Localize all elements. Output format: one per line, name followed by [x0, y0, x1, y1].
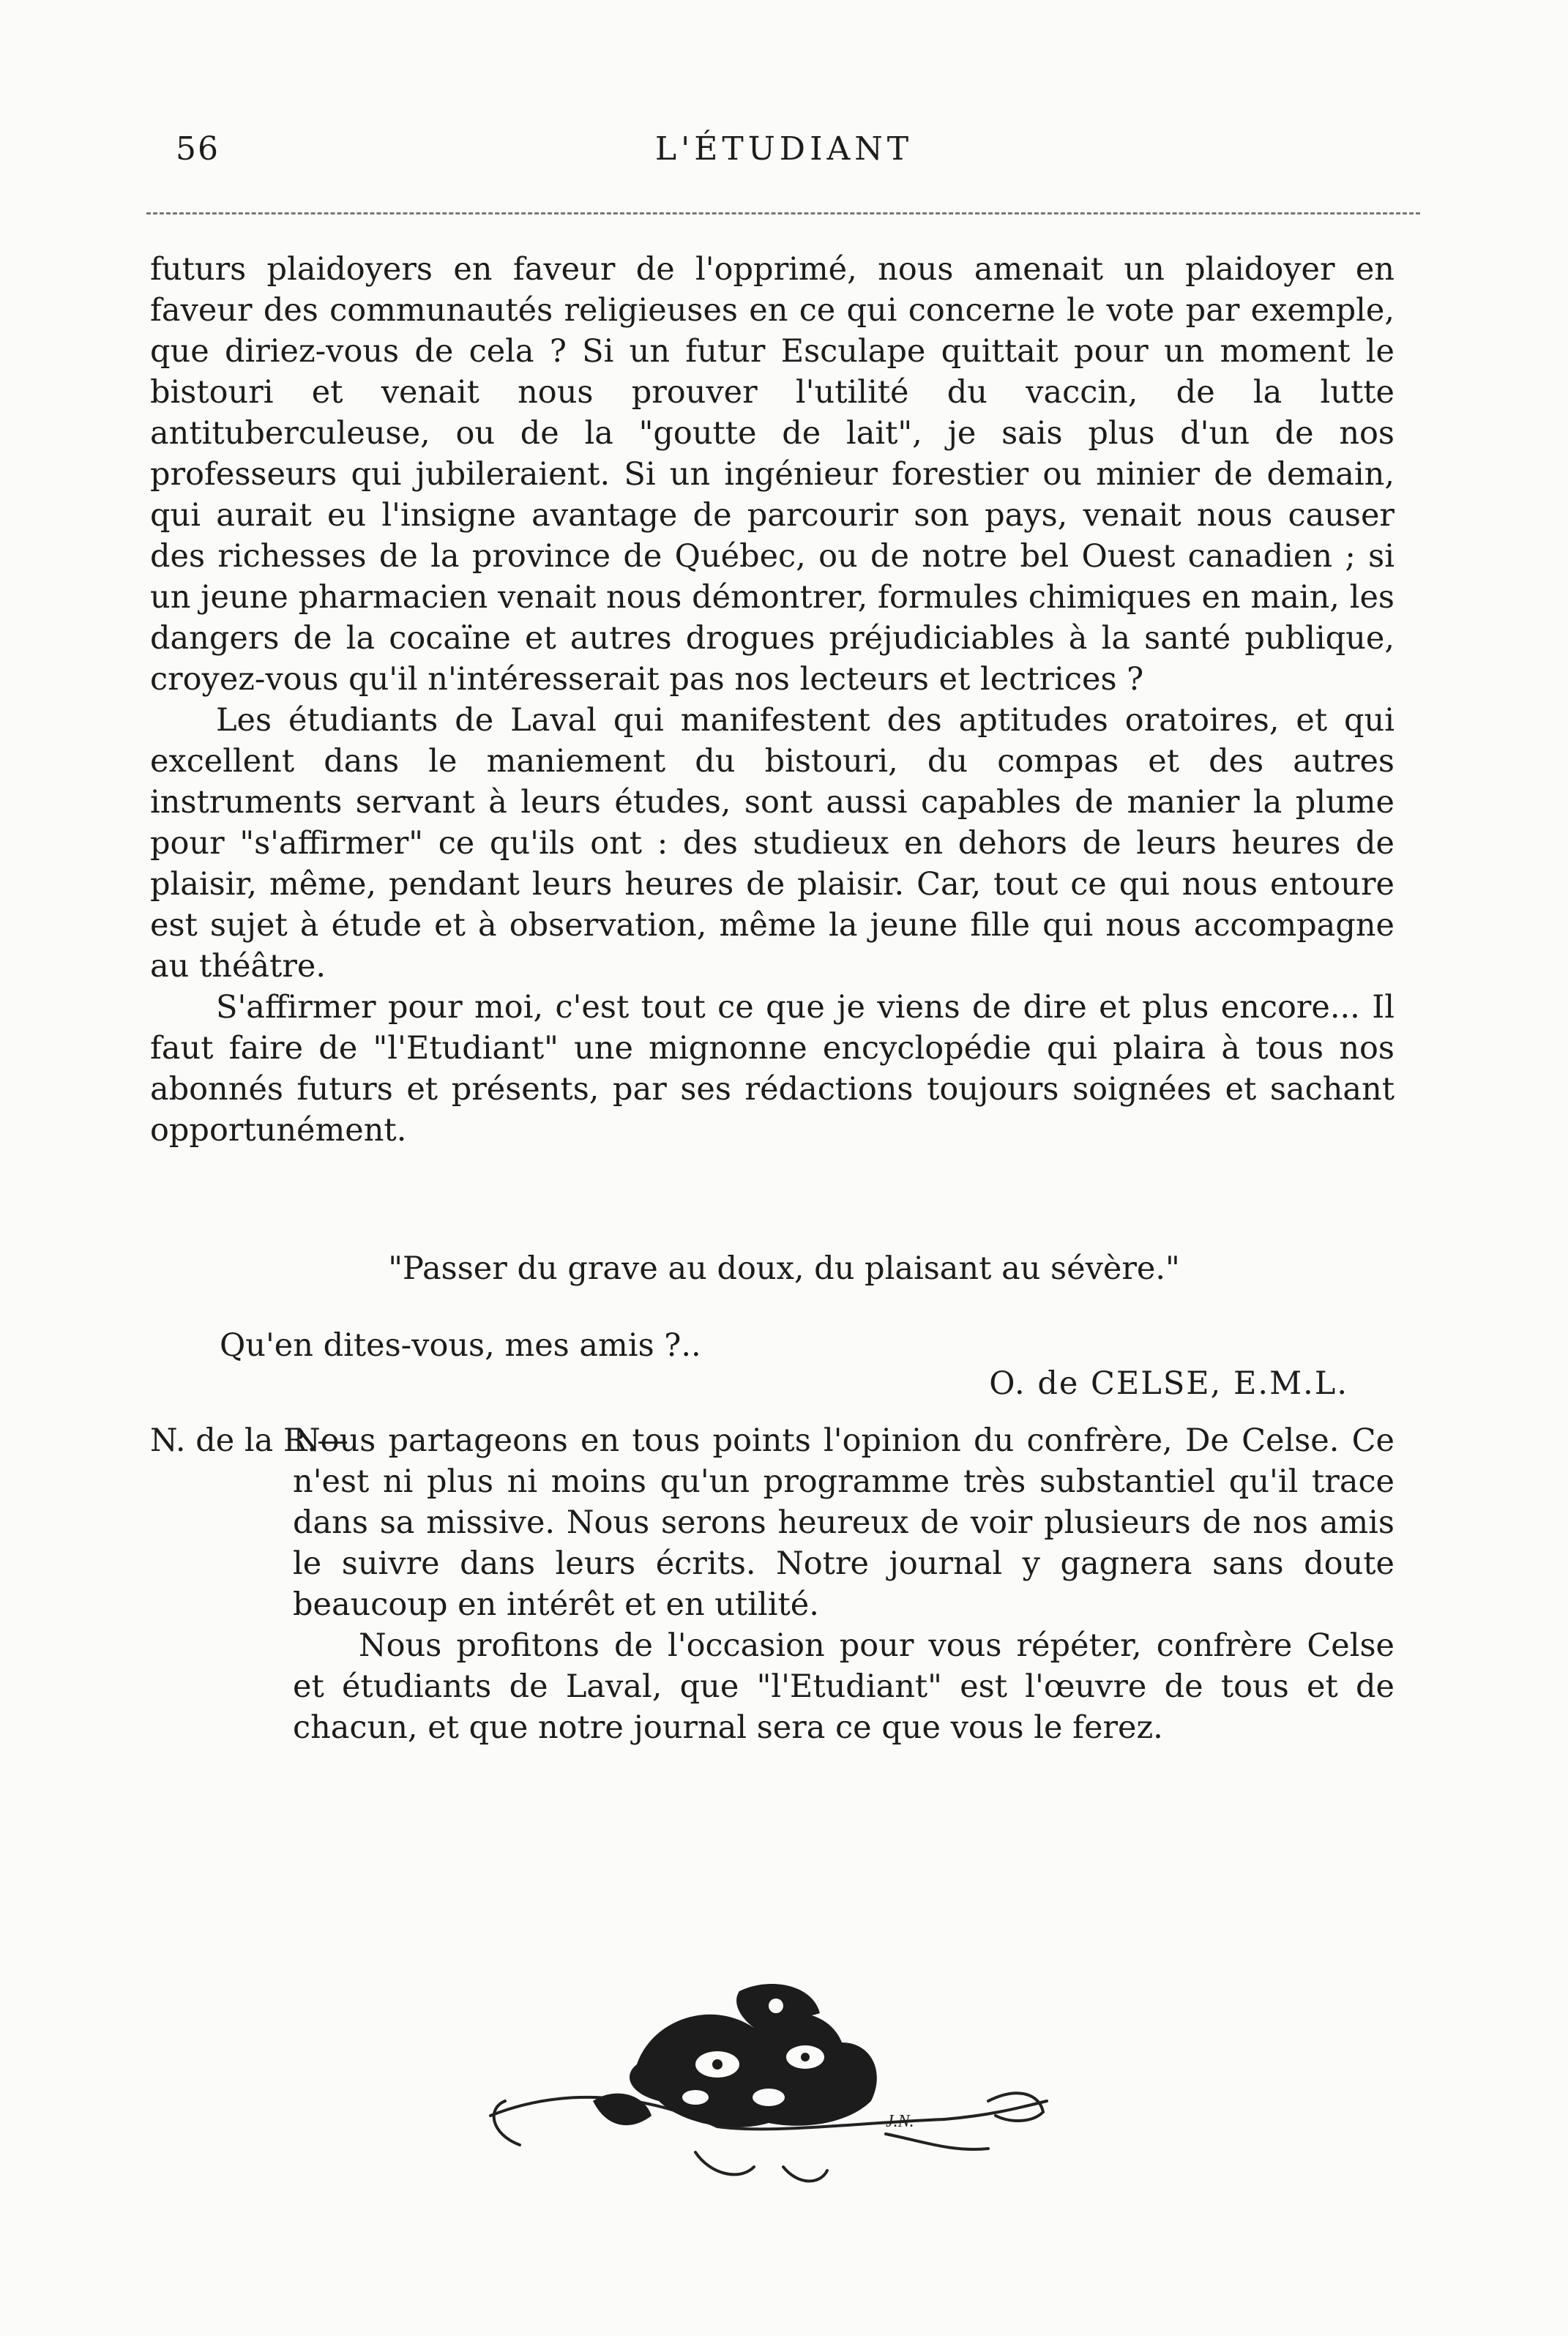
page-number: 56: [176, 130, 220, 168]
artist-mark: J.N.: [886, 2112, 914, 2131]
editor-note-paragraph: Nous profitons de l'occasion pour vous répéter, confrère Celse et étudiants de Laval, que "l'Etudiant" est l'œuvre de tous et de chacun, et que notre journal sera ce que vous le ferez.: [293, 1627, 1395, 1746]
editor-note-paragraph: Nous partageons en tous points l'opinion du confrère, De Celse. Ce n'est ni plus ni moins qu'un programme très substantiel qu'il trace dans sa missive. Nous serons heureux de voir plusieurs de nos amis le suivre dans leurs écrits. Notre journal y gagnera sans doute beaucoup en intérêt et en utilité.: [293, 1422, 1395, 1623]
closing-line: Qu'en dites-vous, mes amis ?..: [220, 1327, 701, 1364]
editor-note: [150, 1420, 1395, 1748]
article-paragraph: futurs plaidoyers en faveur de l'opprimé, nous amenait un plaidoyer en faveur des communautés religieuses en ce qui concerne le vote par exemple, que diriez-vous de cela ? Si un futur Esculape quittait pour un moment le bistouri et venait nous prouver l'utilité du vaccin, de la lutte antituberculeuse, ou de la "goutte de lait", je sais plus d'un de nos professeurs qui jubileraient. Si un ingénieur forestier ou minier de demain, qui aurait eu l'insigne avantage de parcourir son pays, venait nous causer des richesses de la province de Québec, ou de notre bel Ouest canadien ; si un jeune pharmacien venait nous démontrer, formules chimiques en main, les dangers de la cocaïne et autres drogues préjudiciables à la santé publique, croyez-vous qu'il n'intéresserait pas nos lecteurs et lectrices ?: [150, 251, 1395, 698]
article-body: [150, 249, 1395, 1151]
quotation: "Passer du grave au doux, du plaisant au sévère.": [388, 1250, 1180, 1287]
article-paragraph: S'affirmer pour moi, c'est tout ce que je viens de dire et plus encore... Il faut faire de "l'Etudiant" une mignonne encyclopédie qui plaira à tous nos abonnés futurs et présents, par ses rédactions toujours soignées et sachant opportunément.: [150, 989, 1395, 1149]
running-title: L'ÉTUDIANT: [654, 130, 914, 168]
author-signature: O. de CELSE, E.M.L.: [989, 1365, 1348, 1402]
article-paragraph: Les étudiants de Laval qui manifestent des aptitudes oratoires, et qui excellent dans le maniement du bistouri, du compas et des autres instruments servant à leurs études, sont aussi capables de manier la plume pour "s'affirmer" ce qu'ils ont : des studieux en dehors de leurs heures de plaisir, même, pendant leurs heures de plaisir. Car, tout ce qui nous entoure est sujet à étude et à observation, même la jeune fille qui nous accompagne au théâtre.: [150, 702, 1395, 985]
editor-note-body: [293, 1420, 1395, 1748]
floral-vignette-icon: [476, 1977, 1061, 2196]
editor-note-label: N. de la R.—: [150, 1422, 348, 1459]
header-rule: [146, 212, 1420, 214]
